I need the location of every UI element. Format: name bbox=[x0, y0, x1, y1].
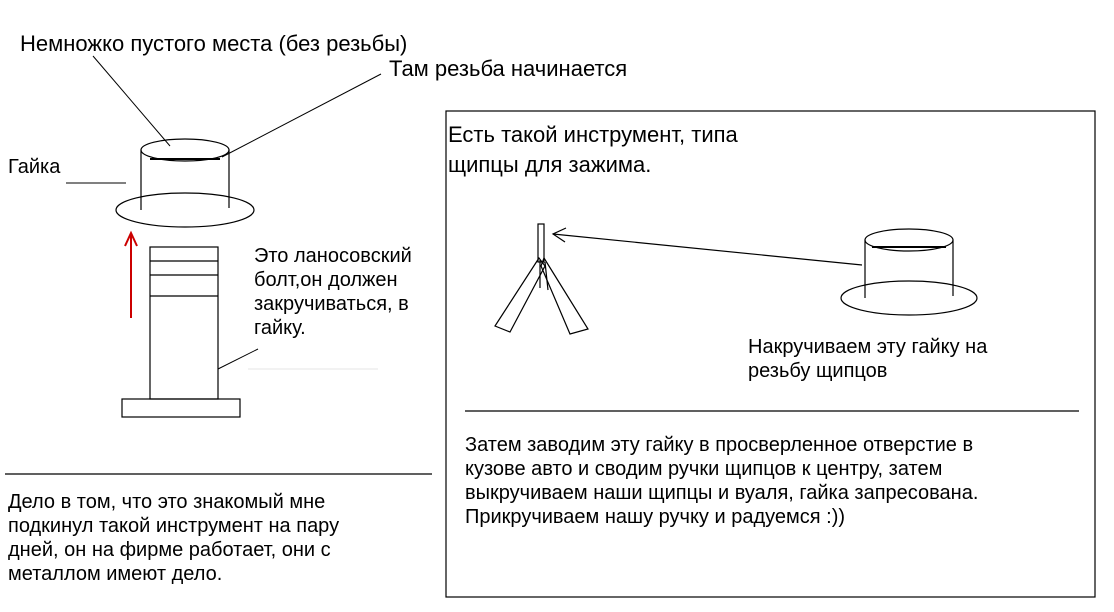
tool-title-line: Есть такой инструмент, типа bbox=[448, 122, 738, 147]
right-nut-drawing bbox=[841, 229, 977, 315]
then-line: выкручиваем наши щипцы и вуаля, гайка запресована. bbox=[465, 482, 979, 504]
leader-bolt bbox=[218, 349, 258, 369]
tool-title-line: щипцы для зажима. bbox=[448, 151, 652, 177]
bolt-desc-line: болт,он должен bbox=[254, 269, 398, 291]
leader-thread-start bbox=[222, 74, 381, 157]
nut-drawing bbox=[116, 139, 254, 227]
story-line: дней, он на фирме работает, они с bbox=[8, 539, 331, 561]
bolt-desc-line: гайку. bbox=[254, 317, 306, 339]
arrow-to-pliers bbox=[553, 228, 862, 265]
red-up-arrow bbox=[125, 233, 137, 318]
bolt-description bbox=[254, 244, 412, 340]
story-line: Дело в том, что это знакомый мне bbox=[8, 491, 326, 513]
story-line: подкинул такой инструмент на пару bbox=[8, 515, 340, 537]
story-paragraph bbox=[8, 490, 339, 586]
then-line: кузове авто и сводим ручки щипцов к центру, затем bbox=[465, 458, 943, 480]
label-thread-start: Там резьба начинается bbox=[389, 56, 628, 81]
label-nut: Гайка bbox=[8, 156, 61, 178]
screw-nut-line: резьбу щипцов bbox=[748, 360, 888, 382]
bolt-desc-line: закручиваться, в bbox=[254, 293, 409, 315]
screw-nut-line: Накручиваем эту гайку на bbox=[748, 336, 988, 358]
bolt-drawing bbox=[122, 247, 240, 417]
then-line: Прикручиваем нашу ручку и радуемся :)) bbox=[465, 506, 846, 528]
pliers-drawing bbox=[495, 224, 588, 334]
story-line: металлом имеют дело. bbox=[8, 563, 223, 585]
tool-title bbox=[448, 120, 738, 180]
then-paragraph bbox=[465, 433, 978, 529]
screw-nut-caption bbox=[748, 335, 987, 383]
label-empty-space: Немножко пустого места (без резьбы) bbox=[20, 31, 408, 56]
then-line: Затем заводим эту гайку в просверленное отверстие в bbox=[465, 434, 974, 456]
leader-empty-space bbox=[93, 56, 170, 146]
bolt-desc-line: Это ланосовский bbox=[254, 245, 412, 267]
